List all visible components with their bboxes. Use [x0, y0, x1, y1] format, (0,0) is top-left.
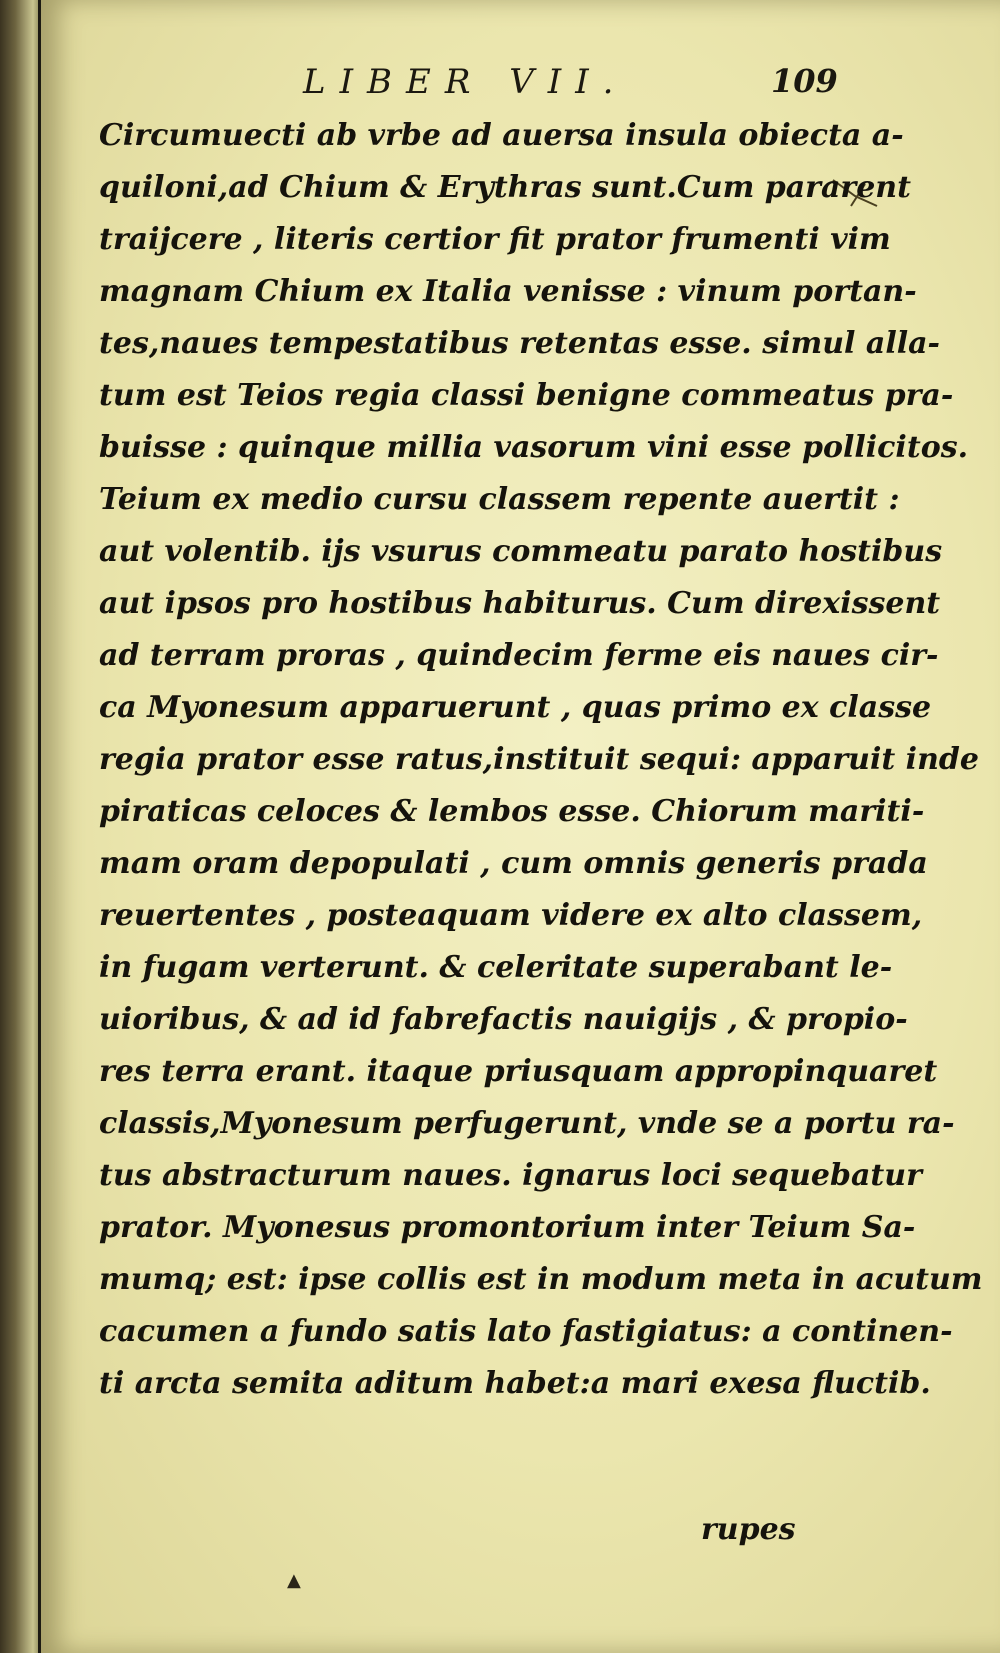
printer-mark: ▲ — [287, 1570, 301, 1591]
text-line: aut volentib. ijs vsurus commeatu parato hostibus — [99, 534, 943, 569]
text-line: ad terram proras , quindecim ferme eis naues cir- — [99, 638, 939, 673]
text-line: prator. Myonesus promontorium inter Teium Sa- — [99, 1210, 916, 1245]
catchword: rupes — [701, 1512, 796, 1547]
page-header — [41, 62, 1000, 106]
text-line: mam oram depopulati , cum omnis generis prada — [99, 846, 928, 881]
text-line: Teium ex medio cursu classem repente auertit : — [99, 482, 900, 517]
text-line: regia prator esse ratus,instituit sequi: apparuit inde — [99, 742, 979, 777]
text-line: Circumuecti ab vrbe ad auersa insula obiecta a- — [99, 118, 904, 153]
text-line: aut ipsos pro hostibus habiturus. Cum direxissent — [99, 586, 941, 621]
text-line: traijcere , literis certior fit prator frumenti vim — [99, 222, 891, 257]
text-line: quiloni,ad Chium & Erythras sunt.Cum pararent — [99, 170, 911, 205]
text-line: mumq; est: ipse collis est in modum meta in acutum — [99, 1262, 983, 1297]
text-line: tum est Teios regia classi benigne commeatus pra- — [99, 378, 954, 413]
text-line: ca Myonesum apparuerunt , quas primo ex classe — [99, 690, 932, 725]
page-number: 109 — [771, 62, 838, 100]
text-line: buisse : quinque millia vasorum vini esse pollicitos. — [99, 430, 969, 465]
text-line: tus abstracturum naues. ignarus loci sequebatur — [99, 1158, 922, 1193]
text-line: magnam Chium ex Italia venisse : vinum portan- — [99, 274, 917, 309]
text-line: tes,naues tempestatibus retentas esse. simul alla- — [99, 326, 940, 361]
text-line: ti arcta semita aditum habet:a mari exesa fluctib. — [99, 1366, 931, 1401]
text-line: piraticas celoces & lembos esse. Chiorum mariti- — [99, 794, 925, 829]
text-line: reuertentes , posteaquam videre ex alto classem, — [99, 898, 923, 933]
text-line: in fugam verterunt. & celeritate superabant le- — [99, 950, 893, 985]
body-text — [99, 110, 983, 1410]
text-line: uioribus, & ad id fabrefactis nauigijs , & propio- — [99, 1002, 908, 1037]
text-line: classis,Myonesum perfugerunt, vnde se a portu ra- — [99, 1106, 955, 1141]
text-line: cacumen a fundo satis lato fastigiatus: a continen- — [99, 1314, 953, 1349]
running-head: LIBER VII. — [303, 62, 628, 102]
book-page — [38, 0, 1000, 1653]
text-line: res terra erant. itaque priusquam appropinquaret — [99, 1054, 938, 1089]
